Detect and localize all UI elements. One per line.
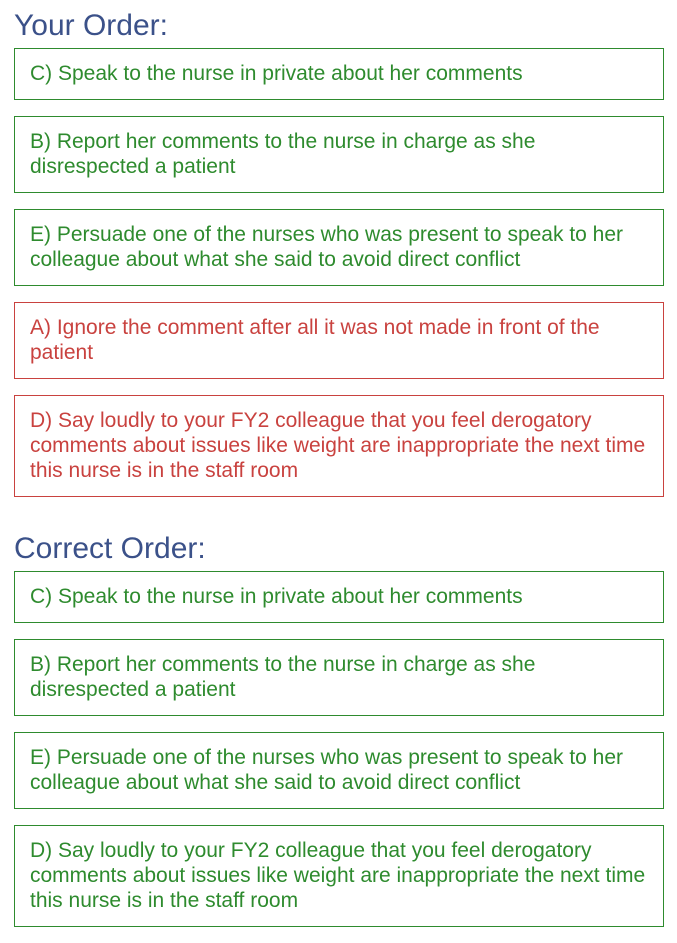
correct-order-list xyxy=(14,571,664,927)
correct-order-item: E) Persuade one of the nurses who was present to speak to her colleague about what she said to avoid direct conflict xyxy=(14,732,664,809)
correct-order-item: B) Report her comments to the nurse in charge as she disrespected a patient xyxy=(14,639,664,716)
your-order-item: D) Say loudly to your FY2 colleague that you feel derogatory comments about issues like weight are inappropriate the next time this nurse is in the staff room xyxy=(14,395,664,497)
your-order-title: Your Order: xyxy=(14,9,168,42)
correct-order-item: D) Say loudly to your FY2 colleague that you feel derogatory comments about issues like weight are inappropriate the next time this nurse is in the staff room xyxy=(14,825,664,927)
your-order-item: B) Report her comments to the nurse in charge as she disrespected a patient xyxy=(14,116,664,193)
correct-order-item: C) Speak to the nurse in private about her comments xyxy=(14,571,664,623)
results-container xyxy=(14,0,664,943)
your-order-item: E) Persuade one of the nurses who was present to speak to her colleague about what she said to avoid direct conflict xyxy=(14,209,664,286)
your-order-list xyxy=(14,48,664,497)
your-order-item: A) Ignore the comment after all it was not made in front of the patient xyxy=(14,302,664,379)
your-order-item: C) Speak to the nurse in private about her comments xyxy=(14,48,664,100)
correct-order-title: Correct Order: xyxy=(14,532,206,565)
